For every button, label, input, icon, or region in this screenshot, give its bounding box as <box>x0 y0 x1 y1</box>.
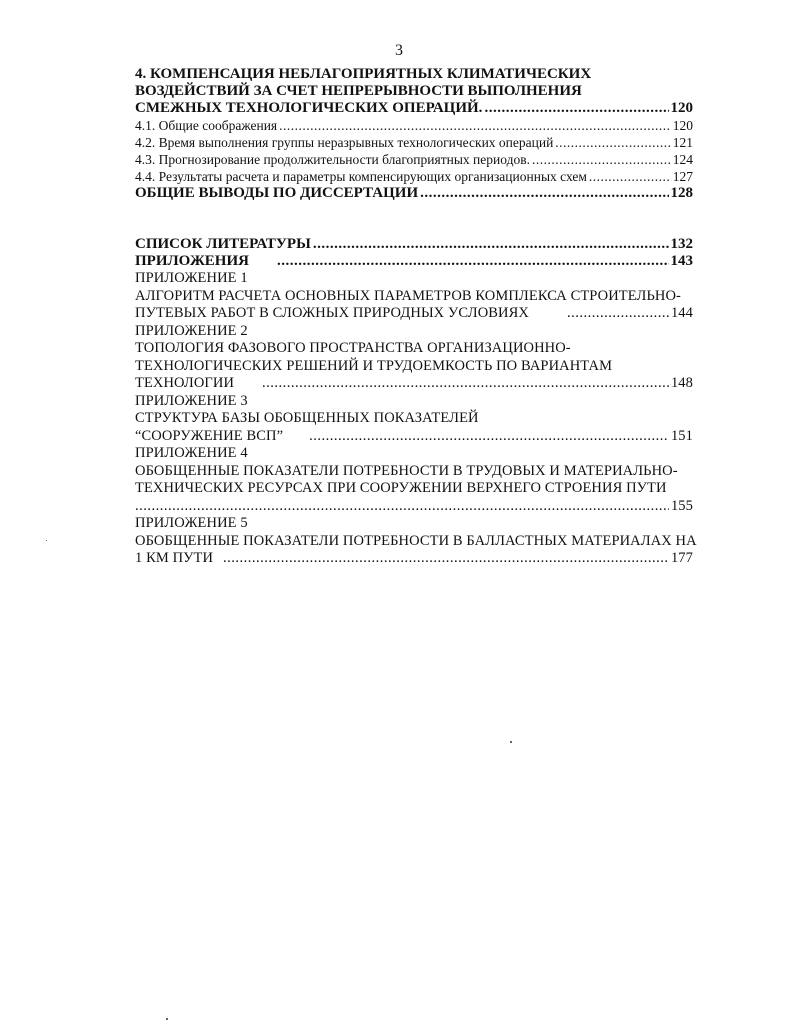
scan-speck <box>510 741 512 743</box>
toc-appendices <box>135 253 693 270</box>
toc-appendix-3-line-1 <box>135 410 693 428</box>
toc-appendix-3-label <box>135 393 693 411</box>
toc-text: 4. КОМПЕНСАЦИЯ НЕБЛАГОПРИЯТНЫХ КЛИМАТИЧЕСКИХ <box>135 66 592 82</box>
toc-text: ОБОБЩЕННЫЕ ПОКАЗАТЕЛИ ПОТРЕБНОСТИ В БАЛЛАСТНЫХ МАТЕРИАЛАХ НА <box>135 532 697 549</box>
toc-text: 4.2. Время выполнения группы неразрывных технологических операций <box>135 135 554 150</box>
table-of-contents <box>135 66 697 568</box>
toc-appendix-1-label <box>135 270 693 288</box>
dot-leader <box>420 185 668 202</box>
toc-appendix-4-label <box>135 445 693 463</box>
toc-page-number: 128 <box>670 185 693 201</box>
toc-text: ПРИЛОЖЕНИЕ 2 <box>135 322 248 339</box>
dot-leader <box>589 168 671 185</box>
dot-leader <box>279 117 671 134</box>
toc-page-number: 155 <box>670 497 693 514</box>
dot-leader <box>567 305 669 323</box>
toc-appendix-2-line-2 <box>135 358 693 376</box>
toc-appendix-2-label <box>135 323 693 341</box>
toc-text: ПРИЛОЖЕНИЕ 3 <box>135 392 248 409</box>
dot-leader <box>532 151 671 168</box>
scan-speck <box>46 540 47 541</box>
toc-appendix-5-line-1 <box>135 532 697 551</box>
toc-appendix-4-line-2 <box>135 480 693 498</box>
toc-section-4-1 <box>135 117 693 134</box>
toc-appendix-4-line-1 <box>135 463 693 481</box>
toc-text: ПРИЛОЖЕНИЕ 1 <box>135 270 248 286</box>
toc-text: ВОЗДЕЙСТВИЙ ЗА СЧЕТ НЕПРЕРЫВНОСТИ ВЫПОЛНЕНИЯ <box>135 83 582 99</box>
toc-chapter4-title-line-3 <box>135 100 693 117</box>
toc-section-4-4 <box>135 168 693 185</box>
toc-page-number: 143 <box>670 253 693 269</box>
toc-text: 4.4. Результаты расчета и параметры компенсирующих организационных схем <box>135 169 587 184</box>
toc-appendix-2-line-1 <box>135 340 693 358</box>
toc-page-number: 177 <box>670 550 693 566</box>
toc-text: ТЕХНИЧЕСКИХ РЕСУРСАХ ПРИ СООРУЖЕНИИ ВЕРХНЕГО СТРОЕНИЯ ПУТИ <box>135 480 667 496</box>
toc-chapter4-title-line-1 <box>135 66 693 83</box>
toc-text: 4.1. Общие соображения <box>135 118 278 133</box>
dot-leader <box>277 253 669 270</box>
toc-text: СПИСОК ЛИТЕРАТУРЫ <box>135 236 311 252</box>
dot-leader <box>223 550 669 568</box>
toc-text: ОБЩИЕ ВЫВОДЫ ПО ДИССЕРТАЦИИ <box>135 185 419 201</box>
dot-leader <box>555 134 670 151</box>
toc-page-number: 127 <box>672 169 693 184</box>
toc-page-number: 121 <box>672 135 693 150</box>
dot-leader <box>135 498 669 516</box>
toc-text: ПРИЛОЖЕНИЕ 5 <box>135 515 248 531</box>
toc-text: ПРИЛОЖЕНИЯ <box>135 253 249 269</box>
toc-text: ПРИЛОЖЕНИЕ 4 <box>135 445 248 461</box>
toc-text: “СООРУЖЕНИЕ ВСП” <box>135 427 284 444</box>
toc-page-number: 120 <box>672 118 693 133</box>
toc-page-number: 132 <box>670 236 693 252</box>
dot-leader <box>262 375 669 393</box>
toc-appendix-5-label <box>135 515 693 533</box>
toc-appendix-1-line-1 <box>135 288 693 306</box>
toc-section-4-2 <box>135 134 693 151</box>
page-number: 3 <box>395 42 403 59</box>
toc-text: СМЕЖНЫХ ТЕХНОЛОГИЧЕСКИХ ОПЕРАЦИЙ. <box>135 100 483 116</box>
toc-text: ТОПОЛОГИЯ ФАЗОВОГО ПРОСТРАНСТВА ОРГАНИЗАЦИОННО- <box>135 340 571 356</box>
toc-text: ОБОБЩЕННЫЕ ПОКАЗАТЕЛИ ПОТРЕБНОСТИ В ТРУДОВЫХ И МАТЕРИАЛЬНО- <box>135 462 678 479</box>
toc-text: СТРУКТУРА БАЗЫ ОБОБЩЕННЫХ ПОКАЗАТЕЛЕЙ <box>135 410 479 426</box>
toc-references <box>135 236 693 253</box>
toc-text: ТЕХНОЛОГИЧЕСКИХ РЕШЕНИЙ И ТРУДОЕМКОСТЬ ПО ВАРИАНТАМ <box>135 357 613 374</box>
toc-text: АЛГОРИТМ РАСЧЕТА ОСНОВНЫХ ПАРАМЕТРОВ КОМПЛЕКСА СТРОИТЕЛЬНО- <box>135 287 681 304</box>
toc-appendix-3-line-2 <box>135 428 693 446</box>
toc-page-number: 148 <box>670 375 693 391</box>
toc-page-number: 120 <box>670 100 693 116</box>
toc-text: ПУТЕВЫХ РАБОТ В СЛОЖНЫХ ПРИРОДНЫХ УСЛОВИЯХ <box>135 305 529 321</box>
dot-leader <box>484 100 668 117</box>
dot-leader <box>313 236 669 253</box>
toc-appendix-1-line-2 <box>135 305 693 323</box>
toc-conclusions <box>135 185 693 202</box>
toc-text: 4.3. Прогнозирование продолжительности благоприятных периодов. <box>135 152 530 167</box>
toc-appendix-5-line-2 <box>135 550 693 568</box>
toc-text: ТЕХНОЛОГИИ <box>135 375 235 391</box>
toc-appendix-2-line-3 <box>135 375 693 393</box>
toc-chapter4-title-line-2 <box>135 83 693 100</box>
toc-appendix-4-page-line <box>135 498 693 516</box>
toc-section-4-3 <box>135 151 693 168</box>
toc-text: 1 КМ ПУТИ <box>135 550 214 566</box>
toc-page-number: 124 <box>672 152 693 167</box>
dot-leader <box>309 428 669 446</box>
scan-speck <box>166 1018 168 1020</box>
toc-page-number: 151 <box>670 427 693 444</box>
toc-page-number: 144 <box>670 305 693 321</box>
